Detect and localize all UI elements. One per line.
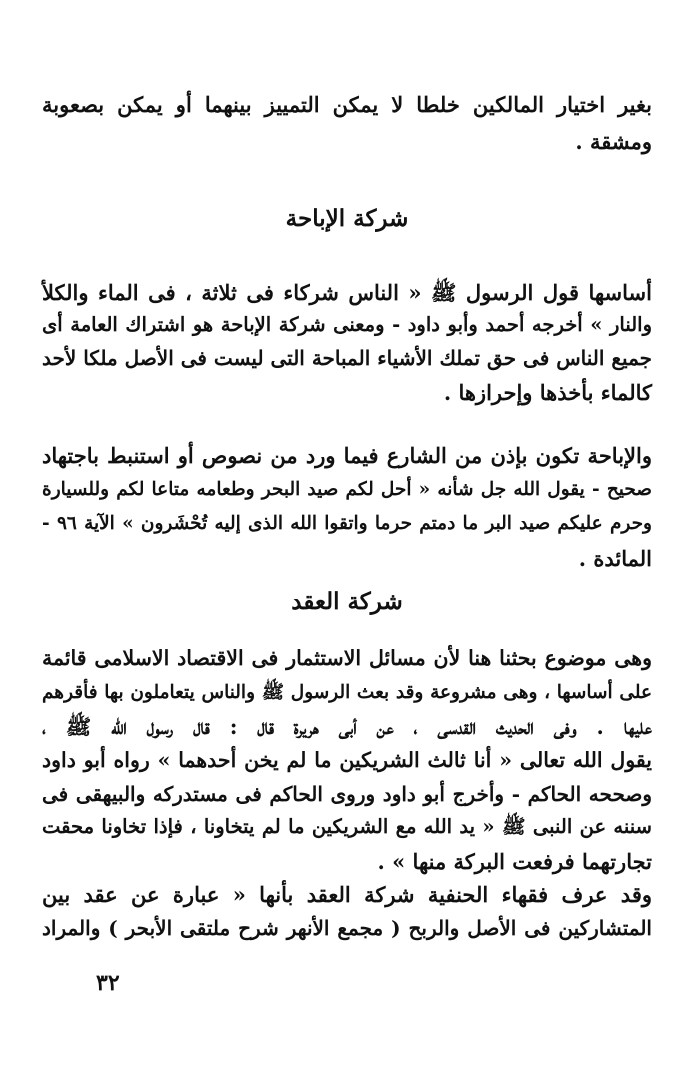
text-line: بغير اختيار المالكين خلطا لا يمكن التمييز بينهما أو يمكن بصعوبة: [42, 92, 652, 117]
text-line: ومشقة .: [575, 129, 652, 154]
text-line: وصححه الحاكم - وأخرج أبو داود وروى الحاكم فى مستدركه والبيهقى فى: [42, 782, 652, 806]
text-line: على أساسها ، وهى مشروعة وقد بعث الرسول ﷺ والناس يتعاملون بها فأقرهم: [42, 682, 652, 703]
text-line: وقد عرف فقهاء الحنفية شركة العقد بأنها « عبارة عن عقد بين: [42, 882, 652, 907]
text-line: تجارتهما فرفعت البركة منها » .: [377, 849, 652, 874]
text-line: والإباحة تكون بإذن من الشارع فيما ورد من نصوص أو استنبط باجتهاد: [42, 443, 652, 468]
page-number: ٣٢: [96, 970, 120, 996]
text-line: المائدة .: [578, 546, 652, 571]
text-line: أساسها قول الرسول ﷺ « الناس شركاء فى ثلاثة ، فى الماء والكلأ: [42, 280, 652, 305]
text-line: عليها . وفى الحديث القدسى ، عن أبى هريرة قال : قال رسول الله ﷺ ،: [42, 714, 652, 739]
text-line: يقول الله تعالى « أنا ثالث الشريكين ما لم يخن أحدهما » رواه أبو داود: [42, 748, 652, 772]
section-heading-ibaha: شركة الإباحة: [285, 205, 409, 232]
text-line: جميع الناس فى حق تملك الأشياء المباحة التى ليست فى الأصل ملكا لأحد: [42, 346, 652, 370]
text-line: والنار » أخرجه أحمد وأبو داود - ومعنى شركة الإباحة هو اشتراك العامة أى: [42, 313, 652, 336]
section-heading-aqd: شركة العقد: [291, 588, 403, 615]
text-line: وحرم عليكم صيد البر ما دمتم حرما واتقوا الله الذى إليه تُحْشَرون » الآية ٩٦ -: [42, 513, 652, 534]
text-line: وهى موضوع بحثنا هنا لأن مسائل الاستثمار فى الاقتصاد الاسلامى قائمة: [42, 646, 652, 670]
text-line: المتشاركين فى الأصل والربح ( مجمع الأنهر شرح ملتقى الأبحر ) والمراد: [42, 916, 652, 940]
text-line: سننه عن النبى ﷺ « يد الله مع الشريكين ما لم يتخاونا ، فإذا تخاونا محقت: [42, 815, 652, 838]
text-line: كالماء بأخذها وإحرازها .: [443, 380, 652, 405]
text-line: صحيح - يقول الله جل شأنه « أحل لكم صيد البحر وطعامه متاعا لكم وللسيارة: [42, 479, 652, 500]
